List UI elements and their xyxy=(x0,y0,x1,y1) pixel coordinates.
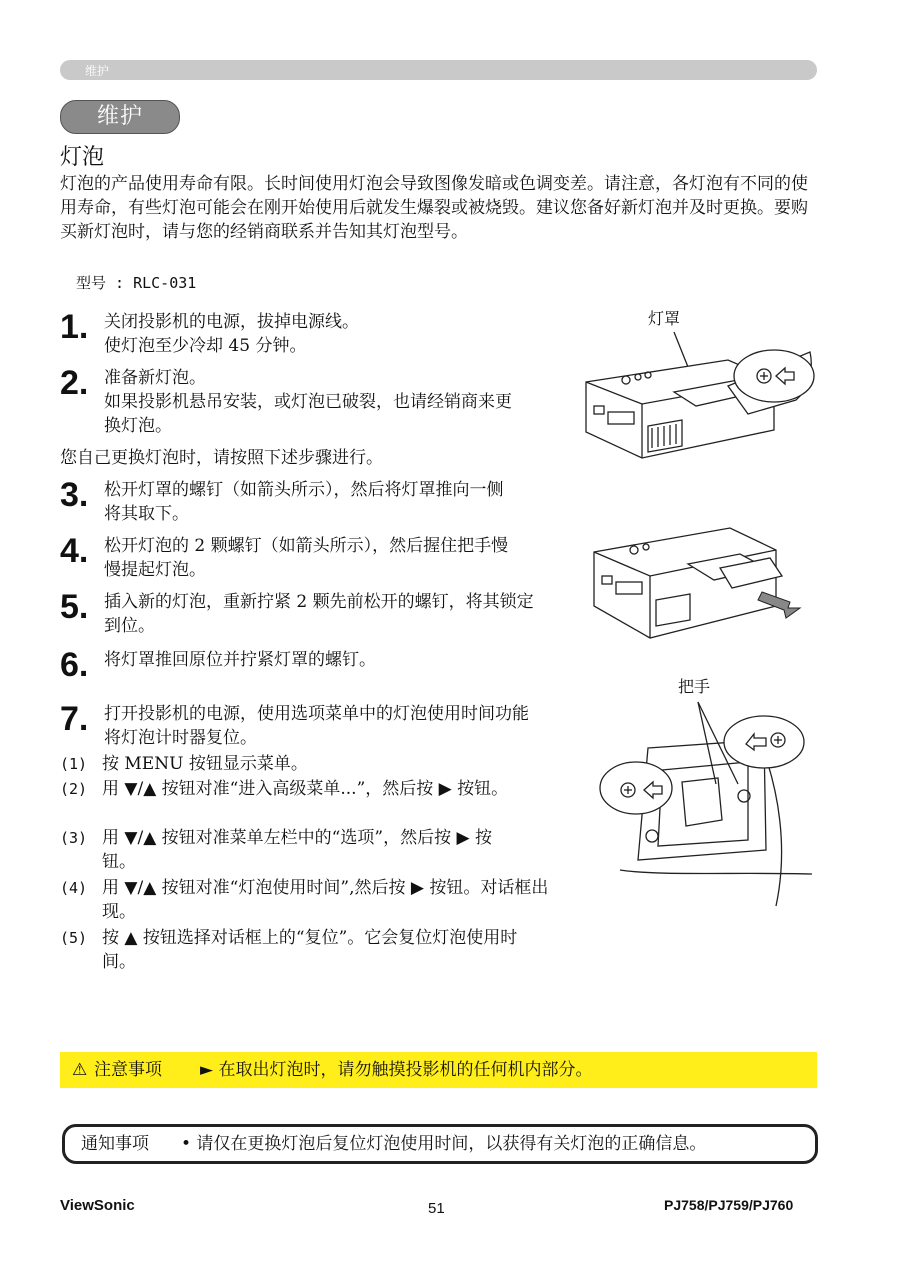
substep-text: 按 ▲ 按钮选择对话框上的“复位”。它会复位灯泡使用时间。 xyxy=(102,928,518,972)
step-number: 1. xyxy=(60,308,89,346)
substep-2 xyxy=(60,777,570,825)
step-number: 4. xyxy=(60,532,89,570)
substep-label: (3) xyxy=(60,829,88,847)
footer-models: PJ758/PJ759/PJ760 xyxy=(664,1197,794,1213)
notice-box xyxy=(62,1124,818,1164)
substep-text: 用 ▼/▲ 按钮对准“进入高级菜单...”，然后按 ▶ 按钮。 xyxy=(102,779,509,799)
step-text: 打开投影机的电源，使用选项菜单中的灯泡使用时间功能将灯泡计时器复位。 xyxy=(104,704,529,748)
step-number: 2. xyxy=(60,364,89,402)
step-text: 插入新的灯泡，重新拧紧 2 颗先前松开的螺钉，将其锁定到位。 xyxy=(104,592,534,636)
step-4 xyxy=(60,532,520,582)
substep-1 xyxy=(60,752,570,776)
substep-label: (5) xyxy=(60,929,88,947)
step-text: 将灯罩推回原位并拧紧灯罩的螺钉。 xyxy=(104,650,376,670)
page-number: 51 xyxy=(428,1200,445,1217)
step-3 xyxy=(60,476,520,526)
substep-5 xyxy=(60,926,570,974)
caution-title: 注意事项 xyxy=(94,1060,162,1080)
substep-text: 按 MENU 按钮显示菜单。 xyxy=(102,754,308,774)
step-text: 关闭投影机的电源，拔掉电源线。 使灯泡至少冷却 45 分钟。 xyxy=(104,312,359,356)
projector-lamp-cover-illustration xyxy=(578,330,818,500)
warning-icon: ⚠ xyxy=(72,1060,88,1080)
page-heading: 灯泡 xyxy=(60,145,105,170)
step-7 xyxy=(60,700,540,750)
caution-box xyxy=(60,1052,817,1088)
self-replace-note: 您自己更换灯泡时，请按照下述步骤进行。 xyxy=(60,448,383,468)
projector-cover-removal-illustration xyxy=(590,510,810,660)
step-number: 5. xyxy=(60,588,89,626)
step-6 xyxy=(60,646,580,686)
step-number: 6. xyxy=(60,646,89,684)
lamp-cover-label: 灯罩 xyxy=(648,309,681,328)
substep-text: 用 ▼/▲ 按钮对准“灯泡使用时间”,然后按 ▶ 按钮。对话框出现。 xyxy=(102,878,549,922)
lamp-handle-illustration xyxy=(598,700,818,910)
footer-brand: ViewSonic xyxy=(60,1197,135,1214)
step-number: 7. xyxy=(60,700,89,738)
substep-label: (1) xyxy=(60,755,88,773)
step-1 xyxy=(60,308,580,358)
step-text: 准备新灯泡。 如果投影机悬吊安装，或灯泡已破裂，也请经销商来更换灯泡。 xyxy=(104,368,512,436)
model-number: 型号 : RLC-031 xyxy=(76,274,197,292)
step-5 xyxy=(60,588,540,638)
substep-label: (2) xyxy=(60,780,88,798)
caution-text: ► 在取出灯泡时，请勿触摸投影机的任何机内部分。 xyxy=(200,1060,593,1080)
handle-label: 把手 xyxy=(678,677,711,696)
step-2 xyxy=(60,364,530,436)
notice-text: • 请仅在更换灯泡后复位灯泡使用时间，以获得有关灯泡的正确信息。 xyxy=(181,1134,707,1154)
step-text: 松开灯泡的 2 颗螺钉（如箭头所示），然后握住把手慢慢提起灯泡。 xyxy=(104,536,509,580)
substep-text: 用 ▼/▲ 按钮对准菜单左栏中的“选项”，然后按 ▶ 按钮。 xyxy=(102,828,492,872)
step-text: 松开灯罩的螺钉（如箭头所示），然后将灯罩推向一侧将其取下。 xyxy=(104,480,504,524)
substep-3 xyxy=(60,826,570,874)
substep-4 xyxy=(60,876,570,924)
substep-label: (4) xyxy=(60,879,88,897)
step-number: 3. xyxy=(60,476,89,514)
section-title: 维护 xyxy=(60,100,180,134)
header-bar-label: 维护 xyxy=(85,64,110,78)
notice-title: 通知事项 xyxy=(81,1134,149,1154)
header-bar xyxy=(60,60,817,80)
intro-paragraph: 灯泡的产品使用寿命有限。长时间使用灯泡会导致图像发暗或色调变差。请注意，各灯泡有不同的使用寿命，有些灯泡可能会在刚开始使用后就发生爆裂或被烧毁。建议您备好新灯泡并及时更换。要购买新灯泡时，请与您的经销商联系并告知其灯泡型号。 xyxy=(60,174,808,242)
